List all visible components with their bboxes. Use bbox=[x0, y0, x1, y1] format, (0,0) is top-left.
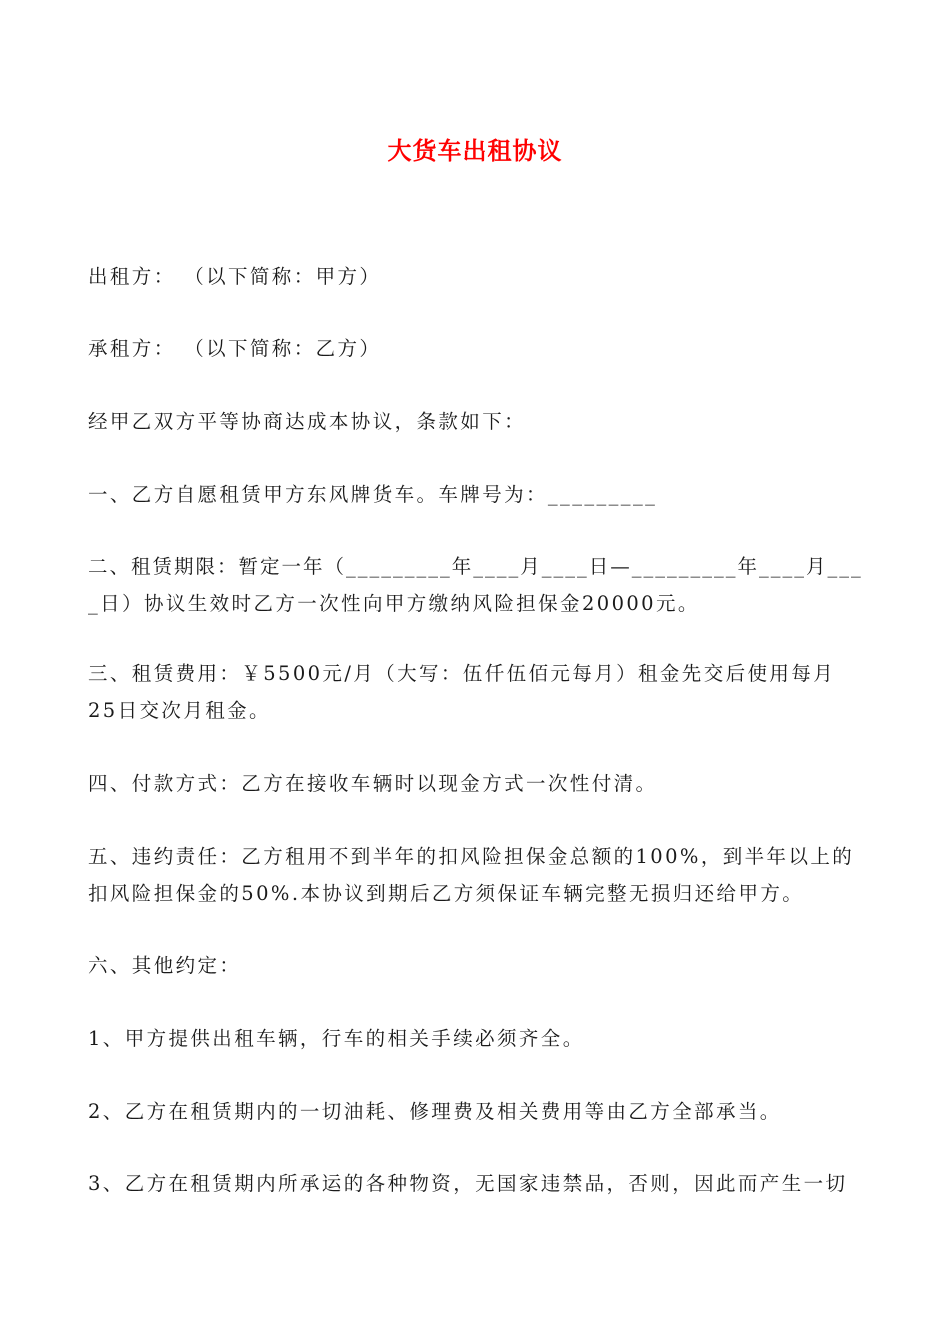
item-2: 2、乙方在租赁期内的一切油耗、修理费及相关费用等由乙方全部承当。 bbox=[88, 1100, 782, 1123]
clause-5-line-1: 五、违约责任：乙方租用不到半年的扣风险担保金总额的100%，到半年以上的 bbox=[88, 845, 855, 868]
item-1: 1、甲方提供出租车辆，行车的相关手续必须齐全。 bbox=[88, 1027, 585, 1050]
clause-5-line-2: 扣风险担保金的50%.本协议到期后乙方须保证车辆完整无损归还给甲方。 bbox=[88, 882, 805, 905]
clause-3-line-2: 25日交次月租金。 bbox=[88, 699, 271, 722]
clause-2 bbox=[88, 548, 864, 622]
document-title: 大货车出租协议 bbox=[387, 137, 563, 165]
lessee-line: 承租方： （以下简称：乙方） bbox=[88, 337, 382, 360]
clause-4: 四、付款方式：乙方在接收车辆时以现金方式一次性付清。 bbox=[88, 772, 658, 795]
clause-5 bbox=[88, 838, 864, 912]
clause-2-line-2: _日）协议生效时乙方一次性向甲方缴纳风险担保金20000元。 bbox=[88, 592, 700, 615]
clause-3-line-1: 三、租赁费用：￥5500元/月（大写：伍仟伍佰元每月）租金先交后使用每月 bbox=[88, 662, 836, 685]
clause-3 bbox=[88, 655, 864, 729]
clause-2-line-1: 二、租赁期限：暂定一年（_________年____月____日—_________年____月___ bbox=[88, 555, 863, 578]
clause-1: 一、乙方自愿租赁甲方东风牌货车。车牌号为：_________ bbox=[88, 483, 658, 506]
intro-paragraph: 经甲乙双方平等协商达成本协议，条款如下： bbox=[88, 410, 527, 433]
lessor-line: 出租方： （以下简称：甲方） bbox=[88, 265, 382, 288]
clause-6: 六、其他约定： bbox=[88, 954, 242, 977]
item-3: 3、乙方在租赁期内所承运的各种物资，无国家违禁品，否则，因此而产生一切 bbox=[88, 1172, 848, 1195]
